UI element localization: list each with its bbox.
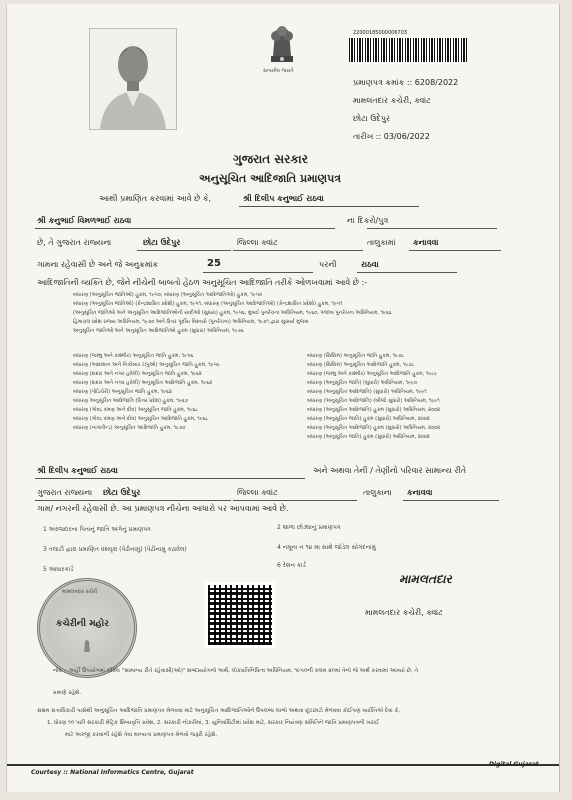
order-right-item: બંધારણ (અનુસૂચિત આદિજાતિ) હુકમ (સુધારો) અધિનિયમ, ૨૦૦૨ <box>307 407 441 413</box>
order-left-item: બંધારણ (દાદરા અને નગર હવેલી) અનુસૂચિત જાતિ હુકમ, ૧૯૬૨ <box>73 371 202 377</box>
relation-label: ના દિકરો/પુત્ર <box>347 216 389 225</box>
basis-intro: ગામ/ નગરની રહેવાસી છે. આ પ્રમાણપત્ર નીચેના આધારો પર આપવામાં આવે છે. <box>37 504 289 513</box>
certify-prefix: આથી પ્રમાણિત કરવામાં આવે છે કે, <box>99 194 212 203</box>
basis-item: 6 રેશન કાર્ડ <box>277 562 306 569</box>
resident-name: શ્રી દિલીપ કનુભાઈ રાઠવા <box>37 466 118 475</box>
note-line: નોંધ :- અહીં ઉપયોગમાં લીધેલ "સામાન્ય રીતે રહેવાસી(ઓ)" શબ્દપ્રયોગનો અર્થ, લોકપ્રતિનિધિત્વ અધિનિયમ, ૧૯૫૦ની કલમ ૨૦માં તેનો જે અર્થ કરવામાં આવ્યો છે, તે <box>53 668 419 674</box>
order-left-item: બંધારણ (નાગાલેન્ડ) અનુસૂચિત આદિજાતિ હુકમ, ૧૯૭૦ <box>73 425 186 431</box>
seal-text: કચેરીની મહોર <box>56 619 109 629</box>
order-right-item: બંધારણ (સિક્કિમ) અનુસૂચિત આદિજાતિ હુકમ, ૧૯૭૮ <box>307 362 415 368</box>
order-left-item: બંધારણ (ગોવા, દમણ અને દીવ) અનુસૂચિત આદિજાતિ હુકમ, ૧૯૬૮ <box>73 416 209 422</box>
order-left-item: બંધારણ અનુસૂચિત આદિજાતિ (ઉત્તર પ્રદેશ) હુકમ, ૧૯૬૭ <box>73 398 188 404</box>
order-right-item: બંધારણ (અનુસૂચિત આદિજાતિ) હુકમ (સુધારો) અધિનિયમ, ૨૦૦૨ <box>307 425 441 431</box>
order-right-item: બંધારણ (અનુસૂચિત જાતિ) (સુધારો) અધિનિયમ, ૧૯૯૦ <box>307 380 418 386</box>
lion-capital-icon <box>259 18 305 68</box>
applicant-photo <box>89 28 177 130</box>
seal-emblem-icon <box>82 637 92 656</box>
order-item: હિમાચલ પ્રદેશ રાજ્ય અધિનિયમ, ૧૯૭૦ અને ઉત્તર પૂર્વીય વિસ્તારો (પુનર્રચના) અધિનિયમ, ૧૯૭૧ દ્વારા સુધાર્યા મુજબ <box>73 319 309 325</box>
basis-item: 5 આધારકાર્ડ <box>43 566 74 573</box>
serial-number: 25 <box>207 258 221 269</box>
state-emblem <box>259 18 305 76</box>
order-item: અનુસૂચિત જાતિઓ અને અનુસૂચિત આદિજાતિઓ હુકમ (સુધારા) અધિનિયમ, ૧૯૭૬ <box>73 328 244 334</box>
taluka-name: કનાવવા <box>413 238 439 247</box>
resident-state: ગુજરાત રાજ્યના <box>37 488 93 497</box>
footer-brand: Digital Gujarat <box>489 761 539 768</box>
document-title: અનુસૂચિત આદિજાતિ પ્રમાણપત્ર <box>199 172 342 185</box>
parent-name: શ્રી કનુભાઈ વિમળભાઈ રાઠવા <box>37 216 132 225</box>
orders-left-column <box>73 352 293 433</box>
note-line: માટે અરજી કરવાની રહેશે તેવા માન્યતા પ્રમાણપત્ર મેળવો જરૂરી રહેશે. <box>65 732 218 738</box>
tribe-statement: આદિજાતિની વ્યક્તિ છે, જેને નીચેની બાબતો હેઠળ અનુસૂચિત આદિજાતિ તરીકે ઓળખવામાં આવે છે :- <box>37 278 368 287</box>
serial-prefix: ગામના રહેવાસી છે અને જે અનુક્રમાંક <box>37 260 159 269</box>
barcode-number: 22000185000006703 <box>353 30 408 36</box>
government-title: ગુજરાત સરકાર <box>233 152 308 166</box>
certificate-number: પ્રમાણપત્ર ક્રમાંક :: 6208/2022 <box>353 78 459 87</box>
note-line: પ્રમાણે રહેશે. <box>53 690 82 696</box>
footer-credit: Courtesy :: National Informatics Centre, Gujarat <box>31 769 194 776</box>
qr-code <box>205 582 275 648</box>
tribe-name: રાઠવા <box>361 260 379 269</box>
candidate-name: શ્રી દિલીપ કનુભાઈ રાઠવા <box>243 194 324 203</box>
barcode <box>349 38 467 62</box>
office-seal <box>37 578 137 678</box>
order-right-item: બંધારણ (અનુસૂચિત જાતિ) હુકમ (સુધારો) અધિનિયમ, ૨૦૦૨ <box>307 416 430 422</box>
person-photo-icon <box>90 29 176 129</box>
basis-item: 1 અરજદારના પિતાનું જાતિ અંગેનું પ્રમાણપત્ર <box>43 526 151 533</box>
footer-rule <box>7 764 559 766</box>
resident-statement: અને અથવા તેની / તેણીનો પરિવાર સામાન્ય રીતે <box>313 466 467 475</box>
order-right-item: બંધારણ (અનુસૂચિત જાતિ) હુકમ (સુધારો) અધિનિયમ, ૨૦૦૨ <box>307 434 430 440</box>
resident-district: જિલ્લા ક્વાંટ <box>237 488 278 497</box>
order-right-item: બંધારણ (અનુસૂચિત આદિજાતિ) (સુધારો) અધિનિયમ, ૧૯૯૧ <box>307 389 427 395</box>
certificate-page <box>6 4 560 792</box>
emblem-caption: સત્યમેવ જયતે <box>263 68 294 74</box>
resident-place: છોટા ઉદેપુર <box>103 488 141 497</box>
order-left-item: બંધારણ (ગોવા, દમણ અને દીવ) અનુસૂચિત જાતિ હુકમ, ૧૯૬૮ <box>73 407 198 413</box>
order-left-item: બંધારણ (જમ્મુ અને કાશ્મીર) અનુસૂચિત જાતિ હુકમ, ૧૯૫૬ <box>73 353 194 359</box>
signature: મામલતદાર <box>399 572 452 586</box>
note-line: 1. ધોરણ ૧૦ પછી સરકારી મેટ્રિક શિષ્યવૃત્તિ પ્રવેશ, 2. સરકારી નોકરીમાં, 3. યુનિવર્સિટીમાં પ્રવેશ માટે, સરકાર નિયંત્રણ સમિતિને જાતિ પ્રમાણપત્રની ખરાઈ <box>47 720 380 726</box>
order-left-item: બંધારણ (પોંડિચેરી) અનુસૂચિત જાતિ હુકમ, ૧૯૬૪ <box>73 389 173 395</box>
signatory-office: મામલતદાર કચેરી, ક્વાંટ <box>365 608 443 617</box>
basis-item: 3 તલાટી દ્વારા પ્રમાણિત વંશવૃક્ષ (પેઢીનામું) (પેઢીનામું કઢાવેલ) <box>43 546 187 553</box>
residence-district: જિલ્લા ક્વાંટ <box>237 238 278 247</box>
resident-taluka: કનાવવા <box>407 488 433 497</box>
order-right-item: બંધારણ (અનુસૂચિત આદિજાતિ) (બીજો સુધારો) અધિનિયમ, ૧૯૯૧ <box>307 398 440 404</box>
basis-item: 4 નમૂના નં ૧૪ મા સાથે જોડેલ સોગંદનામું <box>277 544 376 551</box>
order-right-item: બંધારણ (જમ્મુ અને કાશ્મીર) અનુસૂચિત આદિજાતિ હુકમ, ૧૯૮૯ <box>307 371 438 377</box>
order-left-item: બંધારણ (દાદરા અને નગર હવેલી) અનુસૂચિત આદિજાતિ હુકમ, ૧૯૬૨ <box>73 380 213 386</box>
residence-place: છોટા ઉદેપુર <box>143 238 181 247</box>
order-left-item: બંધારણ (આંદામાન અને નિકોબાર ટાપુઓ) અનુસૂચિત જાતિ હુકમ, ૧૯૫૯ <box>73 362 220 368</box>
order-item: (અનુસૂચિત જાતિઓ અને અનુસૂચિત આદિજાતિઓની યાદીઓ (સુધારા) હુકમ, ૧૯૫૬, મુંબઈ પુનર્રચના અધિનિયમ, ૧૯૬૦, પંજાબ પુનર્રચના અધિનિયમ, ૧૯૬૬ <box>73 310 392 316</box>
basis-item: 2 શાળા છોડ્યાનું પ્રમાણપત્ર <box>277 524 341 531</box>
resident-taluka-label: તાલુકાના <box>363 488 392 497</box>
note-line: સક્ષમ સત્તાધિકારી પાસેથી અનુસૂચિત આદિજાતિ પ્રમાણપત્ર મેળવવા માટે અનુસૂચિત આદિજાતિઓને ઉપલબ્ધ લાભો અથવા છૂટછાટો મેળવવા કોઈપણ વ્યક્તિએ દેવા કે, <box>37 708 401 714</box>
issue-date: તારીખ :: 03/06/2022 <box>353 132 430 141</box>
state-prefix: છે, તે ગુજરાત રાજ્યના <box>37 238 112 247</box>
taluka-label: તાલુકામાં <box>367 238 396 247</box>
order-right-item: બંધારણ (સિક્કિમ) અનુસૂચિત જાતિ હુકમ, ૧૯૭૮ <box>307 353 405 359</box>
serial-label: પરની <box>319 260 337 269</box>
order-item: બંધારણ (અનુસૂચિત જાતિઓ) હુકમ, ૧૯૫૦, બંધારણ (અનુસૂચિત આદિજાતિઓ) હુકમ, ૧૯૫૦ <box>73 292 263 298</box>
seal-rim-text: મામલતદાર કચેરી <box>62 589 98 595</box>
order-item: બંધારણ (અનુસૂચિત જાતિઓ) (કેન્દ્રશાસિત પ્રદેશો) હુકમ, ૧૯૫૧, બંધારણ (અનુસૂચિત આદિજાતિઓ) (કેન્દ્રશાસિત પ્રદેશો) હુકમ, ૧૯૫૧ <box>73 301 343 307</box>
issuing-office: મામલતદાર કચેરી, ક્વાંટ <box>353 96 431 105</box>
issuing-district: છોટા ઉદેપુર <box>353 114 391 123</box>
orders-right-column <box>307 352 527 442</box>
